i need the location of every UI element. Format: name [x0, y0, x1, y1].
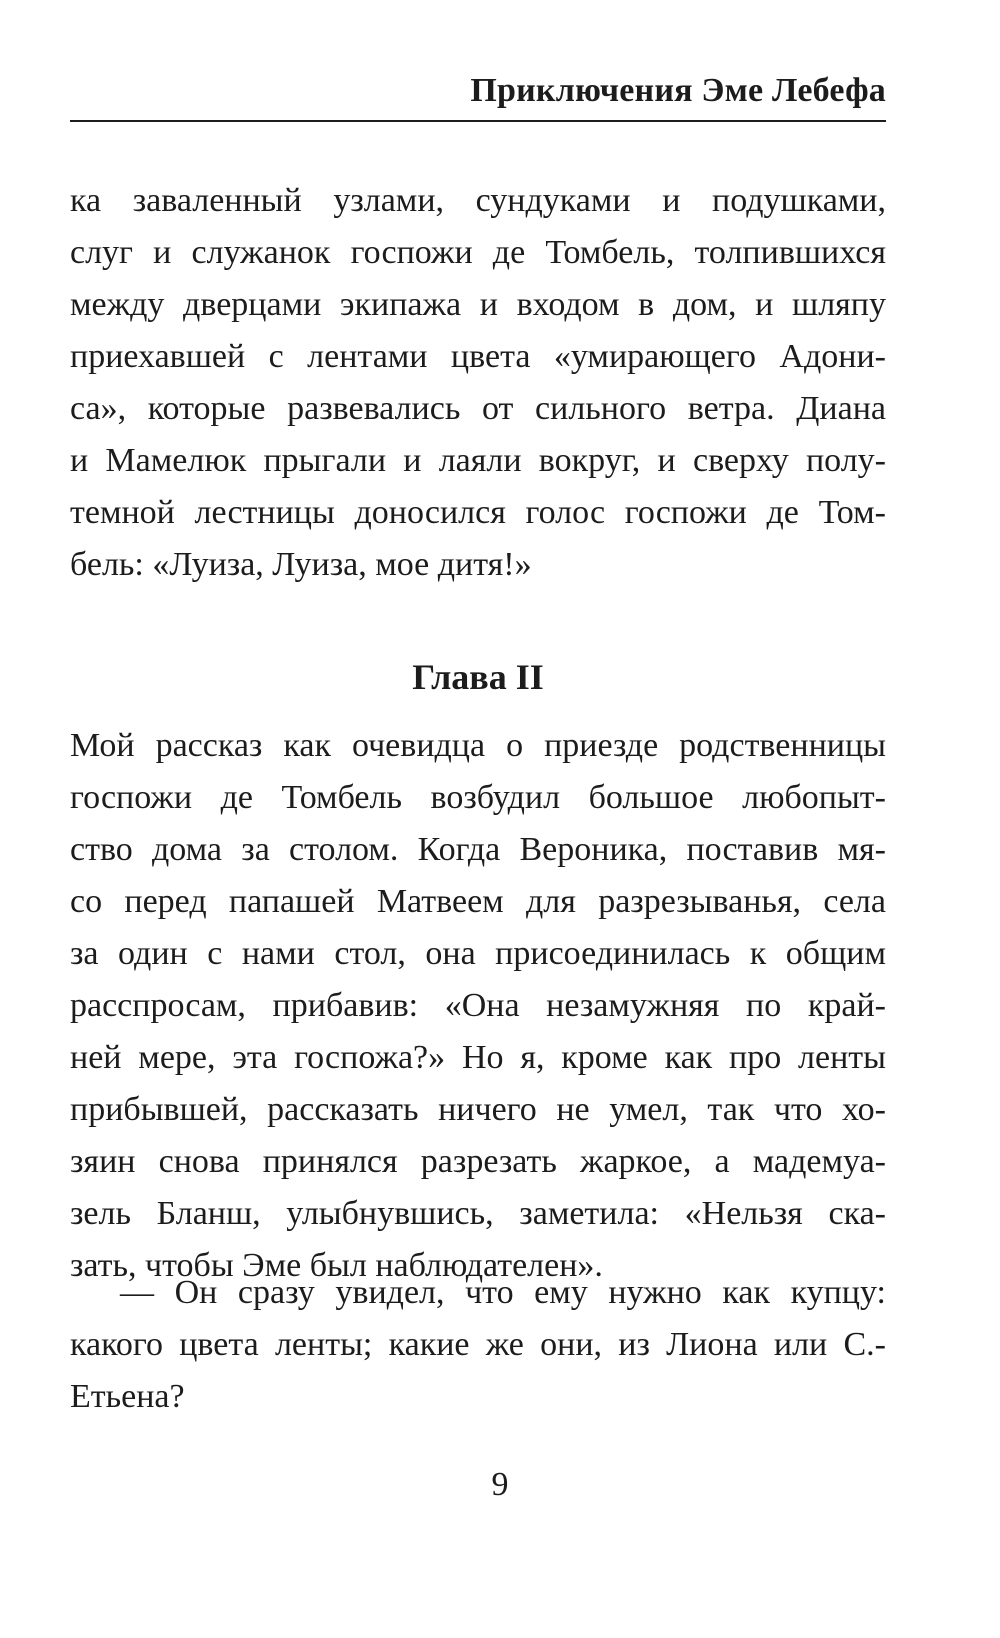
text-line: — Он сразу увидел, что ему нужно как купцу: [120, 1274, 886, 1311]
page-number: 9 [491, 1466, 509, 1503]
header-rule [70, 120, 886, 122]
text-line: слуг и служанок госпожи де Томбель, толпившихся [70, 234, 886, 271]
running-head-title: Приключения Эме Лебефа [470, 72, 886, 109]
text-line: расспросам, прибавив: «Она незамужняя по край- [70, 987, 886, 1024]
text-line: какого цвета ленты; какие же они, из Лиона или С.- [70, 1326, 886, 1363]
text-line: и Мамелюк прыгали и лаяли вокруг, и сверху полу- [70, 442, 886, 479]
text-line: Етьена? [70, 1378, 185, 1415]
text-line: зяин снова принялся разрезать жаркое, а мадемуа- [70, 1143, 886, 1180]
chapter-heading: Глава II [412, 657, 544, 697]
running-head [70, 64, 886, 122]
text-line: Мой рассказ как очевидца о приезде родственницы [70, 727, 886, 764]
text-line: со перед папашей Матвеем для разрезыванья, села [70, 883, 886, 920]
text-line: са», которые развевались от сильного ветра. Диана [70, 390, 886, 427]
text-line: бель: «Луиза, Луиза, мое дитя!» [70, 546, 532, 583]
text-line: прибывшей, рассказать ничего не умел, так что хо- [70, 1091, 886, 1128]
paragraph [70, 720, 886, 1292]
text-line: приехавшей с лентами цвета «умирающего Адони- [70, 338, 886, 375]
text-line: зель Бланш, улыбнувшись, заметила: «Нельзя ска- [70, 1195, 886, 1232]
text-line: госпожи де Томбель возбудил большое любопыт- [70, 779, 886, 816]
text-line: между дверцами экипажа и входом в дом, и шляпу [70, 286, 886, 323]
text-line: ство дома за столом. Когда Вероника, поставив мя- [70, 831, 886, 868]
text-line: ней мере, эта госпожа?» Но я, кроме как про ленты [70, 1039, 886, 1076]
text-line: за один с нами стол, она присоединилась к общим [70, 935, 886, 972]
text-line: зать, чтобы Эме был наблюдателен». [70, 1247, 603, 1284]
text-line: ка заваленный узлами, сундуками и подушками, [70, 182, 886, 219]
paragraph-continued [70, 175, 886, 591]
dialogue-paragraph [70, 1267, 886, 1423]
text-line: темной лестницы доносился голос госпожи де Том- [70, 494, 886, 531]
